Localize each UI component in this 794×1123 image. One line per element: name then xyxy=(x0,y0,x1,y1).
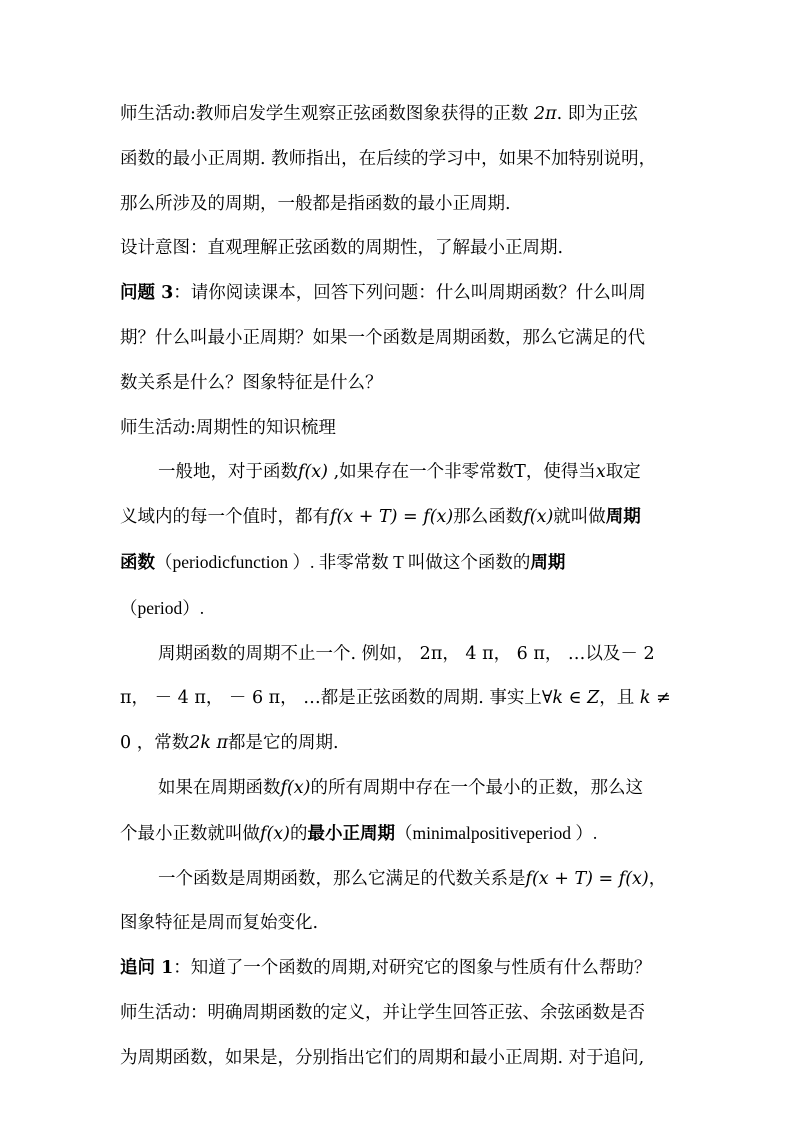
question-heading: 问题 3：请你阅读课本，回答下列问题：什么叫周期函数？什么叫周 xyxy=(120,283,646,304)
math-expression: f(x) xyxy=(523,507,554,528)
text-line: π， － 4 π， － 6 π， …都是正弦函数的周期. 事实上∀k ∈ Z，且 k ≠ xyxy=(120,688,671,709)
text-line: 周期函数的周期不止一个. 例如， 2π， 4 π， 6 π， …以及－ 2 xyxy=(158,643,655,664)
math-expression: 2k π xyxy=(189,733,229,754)
text-line: 义域内的每一个值时，都有f(x + T) = f(x)那么函数f(x)就叫做周期 xyxy=(120,507,641,528)
math-expression: ∀k ∈ Z xyxy=(541,688,600,709)
text-line: 0 ，常数2k π都是它的周期. xyxy=(120,733,339,754)
math-expression: 2π xyxy=(533,104,557,124)
text-line: 那么所涉及的周期，一般都是指函数的最小正周期. xyxy=(120,193,511,214)
text-line: 如果在周期函数f(x)的所有周期中存在一个最小的正数，那么这 xyxy=(158,777,644,798)
math-expression: f(x + T) = f(x) xyxy=(330,507,454,528)
text-line: 函数（periodicfunction ）. 非零常数 T 叫做这个函数的周期 xyxy=(120,551,566,573)
math-expression: f(x) xyxy=(280,777,311,798)
document-body xyxy=(120,92,686,1081)
text-line: 为周期函数，如果是，分别指出它们的周期和最小正周期. 对于追问, xyxy=(120,1047,645,1068)
math-expression: f(x) xyxy=(260,823,291,844)
text-line: 图象特征是周而复始变化. xyxy=(120,913,319,934)
math-expression: k ≠ xyxy=(639,688,671,709)
math-expression: f(x + T) = f(x) xyxy=(525,868,649,889)
math-expression: f(x) xyxy=(298,462,329,483)
followup-heading: 追问 1：知道了一个函数的周期,对研究它的图象与性质有什么帮助？ xyxy=(120,958,652,979)
text-line: 数关系是什么？图象特征是什么？ xyxy=(120,372,383,393)
text-line: 师生活动:教师启发学生观察正弦函数图象获得的正数 2π. 即为正弦 xyxy=(120,104,638,124)
text-line: 一个函数是周期函数，那么它满足的代数关系是f(x + T) = f(x)， xyxy=(158,868,667,889)
text-line: 师生活动：明确周期函数的定义，并让学生回答正弦、余弦函数是否 xyxy=(120,1002,645,1023)
text-line: 一般地，对于函数f(x) ,如果存在一个非零常数T，使得当x取定 xyxy=(158,462,641,483)
math-expression: x xyxy=(595,462,606,483)
text-line: 师生活动:周期性的知识梳理 xyxy=(120,417,336,438)
text-line: 期？什么叫最小正周期？如果一个函数是周期函数，那么它满足的代 xyxy=(120,327,645,348)
text-line: 个最小正数就叫做f(x)的最小正周期（minimalpositiveperiod ）. xyxy=(120,822,598,844)
text-line: （period）. xyxy=(120,597,205,618)
text-line: 设计意图：直观理解正弦函数的周期性，了解最小正周期. xyxy=(120,238,564,259)
text-line: 函数的最小正周期. 教师指出，在后续的学习中，如果不加特别说明， xyxy=(120,148,657,169)
